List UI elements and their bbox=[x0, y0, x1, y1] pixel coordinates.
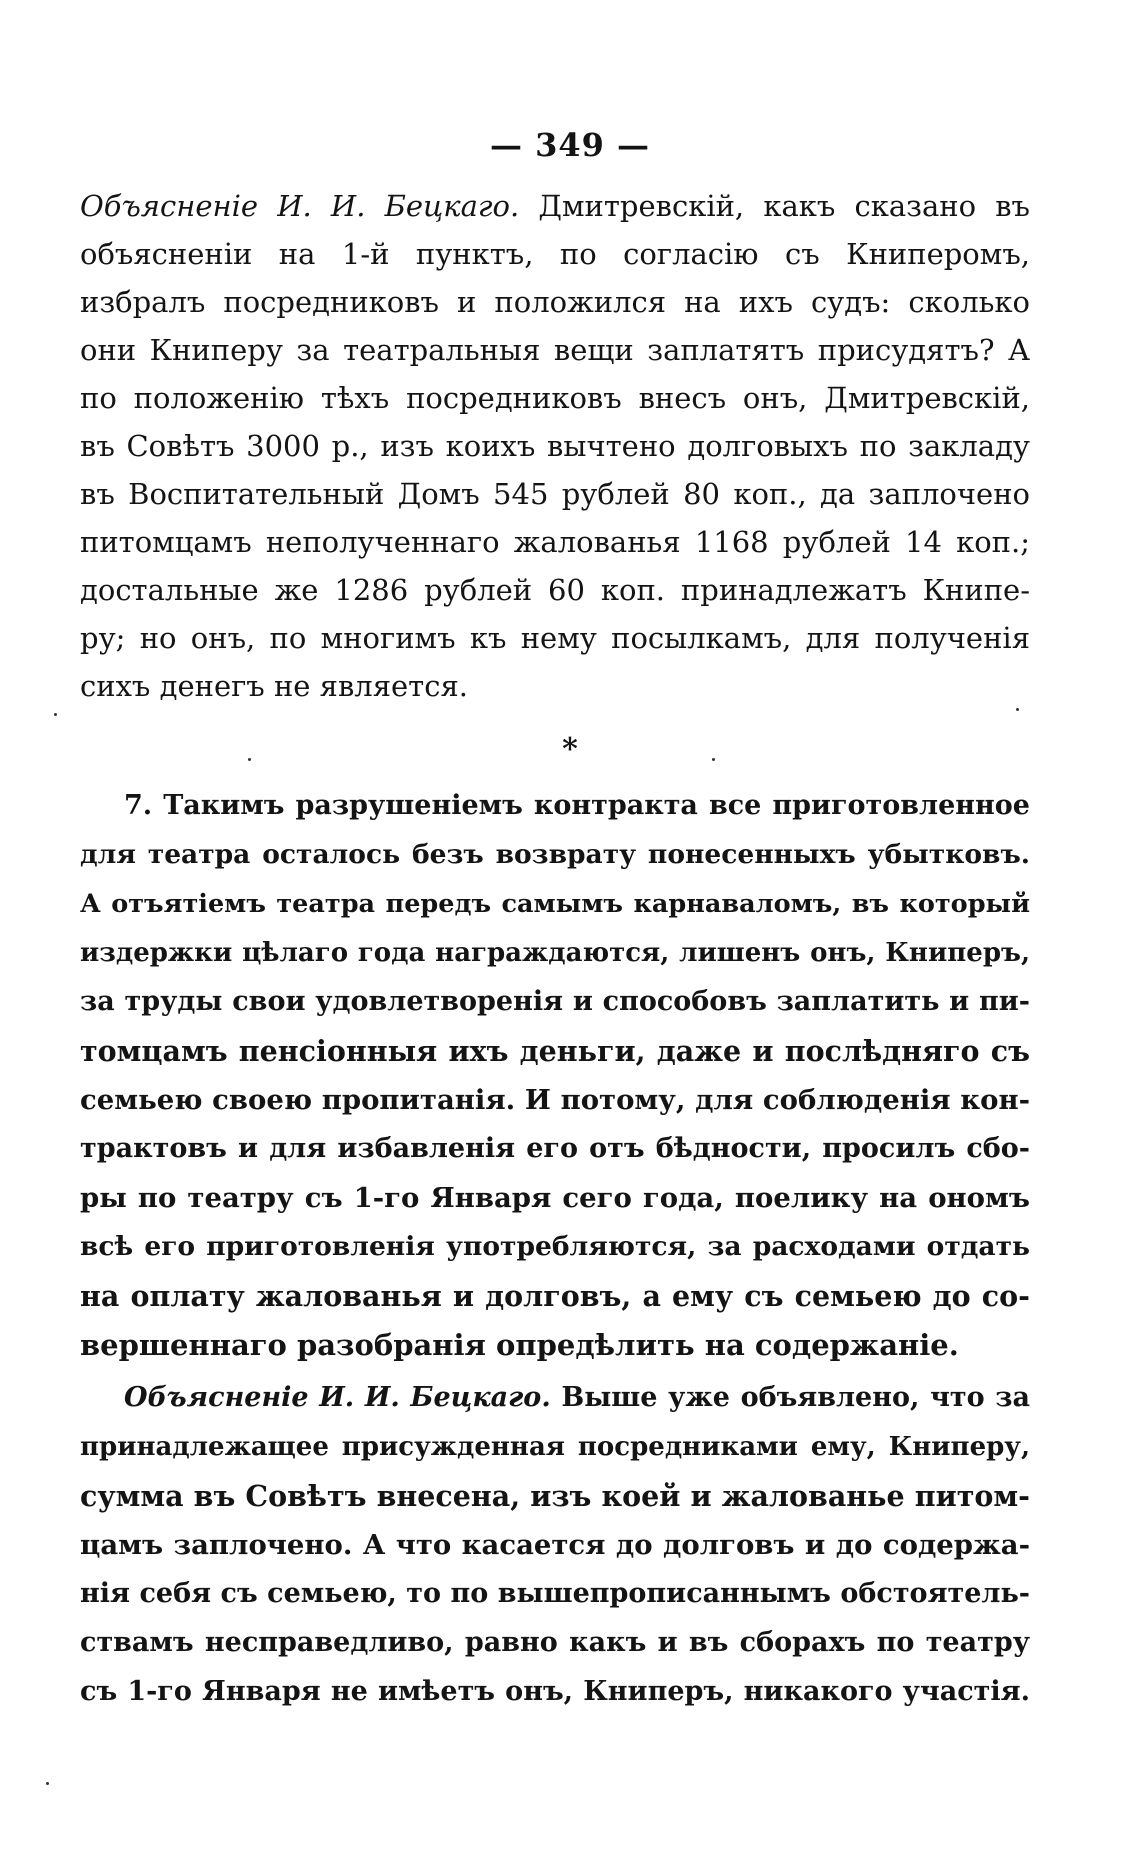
line-text: Выше уже объявлено, что за bbox=[561, 1382, 1030, 1413]
section-separator: * bbox=[562, 732, 578, 767]
text-line: объясненіи на 1-й пунктъ, по согласію съ Книперомъ, bbox=[80, 237, 1030, 271]
text-line: избралъ посредниковъ и положился на ихъ судъ: сколько bbox=[80, 285, 1030, 319]
text-line: на оплату жалованья и долговъ, а ему съ семьею до со- bbox=[80, 1279, 1030, 1313]
text-line: трактовъ и для избавленія его отъ бѣдности, просилъ сбо- bbox=[80, 1133, 1030, 1164]
text-line: А отъятіемъ театра передъ самымъ карнаваломъ, въ который bbox=[80, 889, 1030, 919]
text-line: 7. Такимъ разрушеніемъ контракта все приготовленное bbox=[124, 790, 1030, 821]
text-line bbox=[80, 180, 1030, 232]
scan-speck bbox=[1016, 708, 1019, 711]
scan-speck bbox=[248, 758, 251, 761]
paragraph-label: Объясненіе И. И. Бецкаго. bbox=[80, 189, 520, 223]
text-line: они Книперу за театральныя вещи заплатятъ присудятъ? А bbox=[80, 333, 1030, 367]
text-line: ствамъ несправедливо, равно какъ и въ сборахъ по театру bbox=[80, 1627, 1030, 1658]
text-line: по положенію тѣхъ посредниковъ внесъ онъ, Дмитревскій, bbox=[80, 381, 1030, 415]
text-line bbox=[80, 1372, 1030, 1424]
paragraph-label: Объясненіе И. И. Бецкаго. bbox=[124, 1382, 551, 1413]
text-line: семьею своею пропитанія. И потому, для соблюденія кон- bbox=[80, 1084, 1030, 1116]
text-line: въ Воспитательный Домъ 545 рублей 80 коп., да заплочено bbox=[80, 477, 1030, 511]
text-line: съ 1-го Января не имѣетъ онъ, Книперъ, никакого участія. bbox=[80, 1676, 1030, 1707]
text-line: для театра осталось безъ возврату понесенныхъ убытковъ. bbox=[80, 839, 1030, 870]
scan-speck bbox=[46, 1782, 49, 1785]
scan-speck bbox=[712, 758, 715, 761]
text-line: въ Совѣтъ 3000 р., изъ коихъ вычтено долговыхъ по закладу bbox=[80, 429, 1030, 463]
text-line: вершеннаго разобранія опредѣлить на содержаніе. bbox=[80, 1328, 959, 1362]
text-line: томцамъ пенсіонныя ихъ деньги, даже и послѣдняго съ bbox=[80, 1034, 1030, 1068]
text-line: всѣ его приготовленія употребляются, за расходами отдать bbox=[80, 1231, 1030, 1262]
text-line: принадлежащее присужденная посредниками ему, Книперу, bbox=[80, 1432, 1030, 1462]
text-line: цамъ заплочено. А что касается до долговъ и до содержа- bbox=[80, 1529, 1030, 1561]
text-line: питомцамъ неполученнаго жалованья 1168 рублей 14 коп.; bbox=[80, 525, 1030, 559]
text-line: ру; но онъ, по многимъ къ нему посылкамъ, для полученія bbox=[80, 621, 1030, 655]
text-line: нія себя съ семьею, то по вышепрописаннымъ обстоятель- bbox=[80, 1578, 1030, 1609]
text-line: достальные же 1286 рублей 60 коп. принадлежатъ Книпе- bbox=[80, 573, 1030, 607]
text-line: за труды свои удовлетворенія и способовъ заплатить и пи- bbox=[80, 986, 1030, 1017]
text-line: сумма въ Совѣтъ внесена, изъ коей и жалованье питом- bbox=[80, 1479, 1030, 1513]
text-line: сихъ денегъ не является. bbox=[80, 669, 468, 703]
line-text: Дмитревскій, какъ сказано въ bbox=[538, 189, 1030, 223]
page-number: — 349 — bbox=[489, 126, 651, 164]
text-line: ры по театру съ 1-го Января сего года, поелику на ономъ bbox=[80, 1182, 1030, 1214]
scan-speck bbox=[54, 713, 57, 716]
text-line: издержки цѣлаго года награждаются, лишенъ онъ, Книперъ, bbox=[80, 938, 1030, 968]
